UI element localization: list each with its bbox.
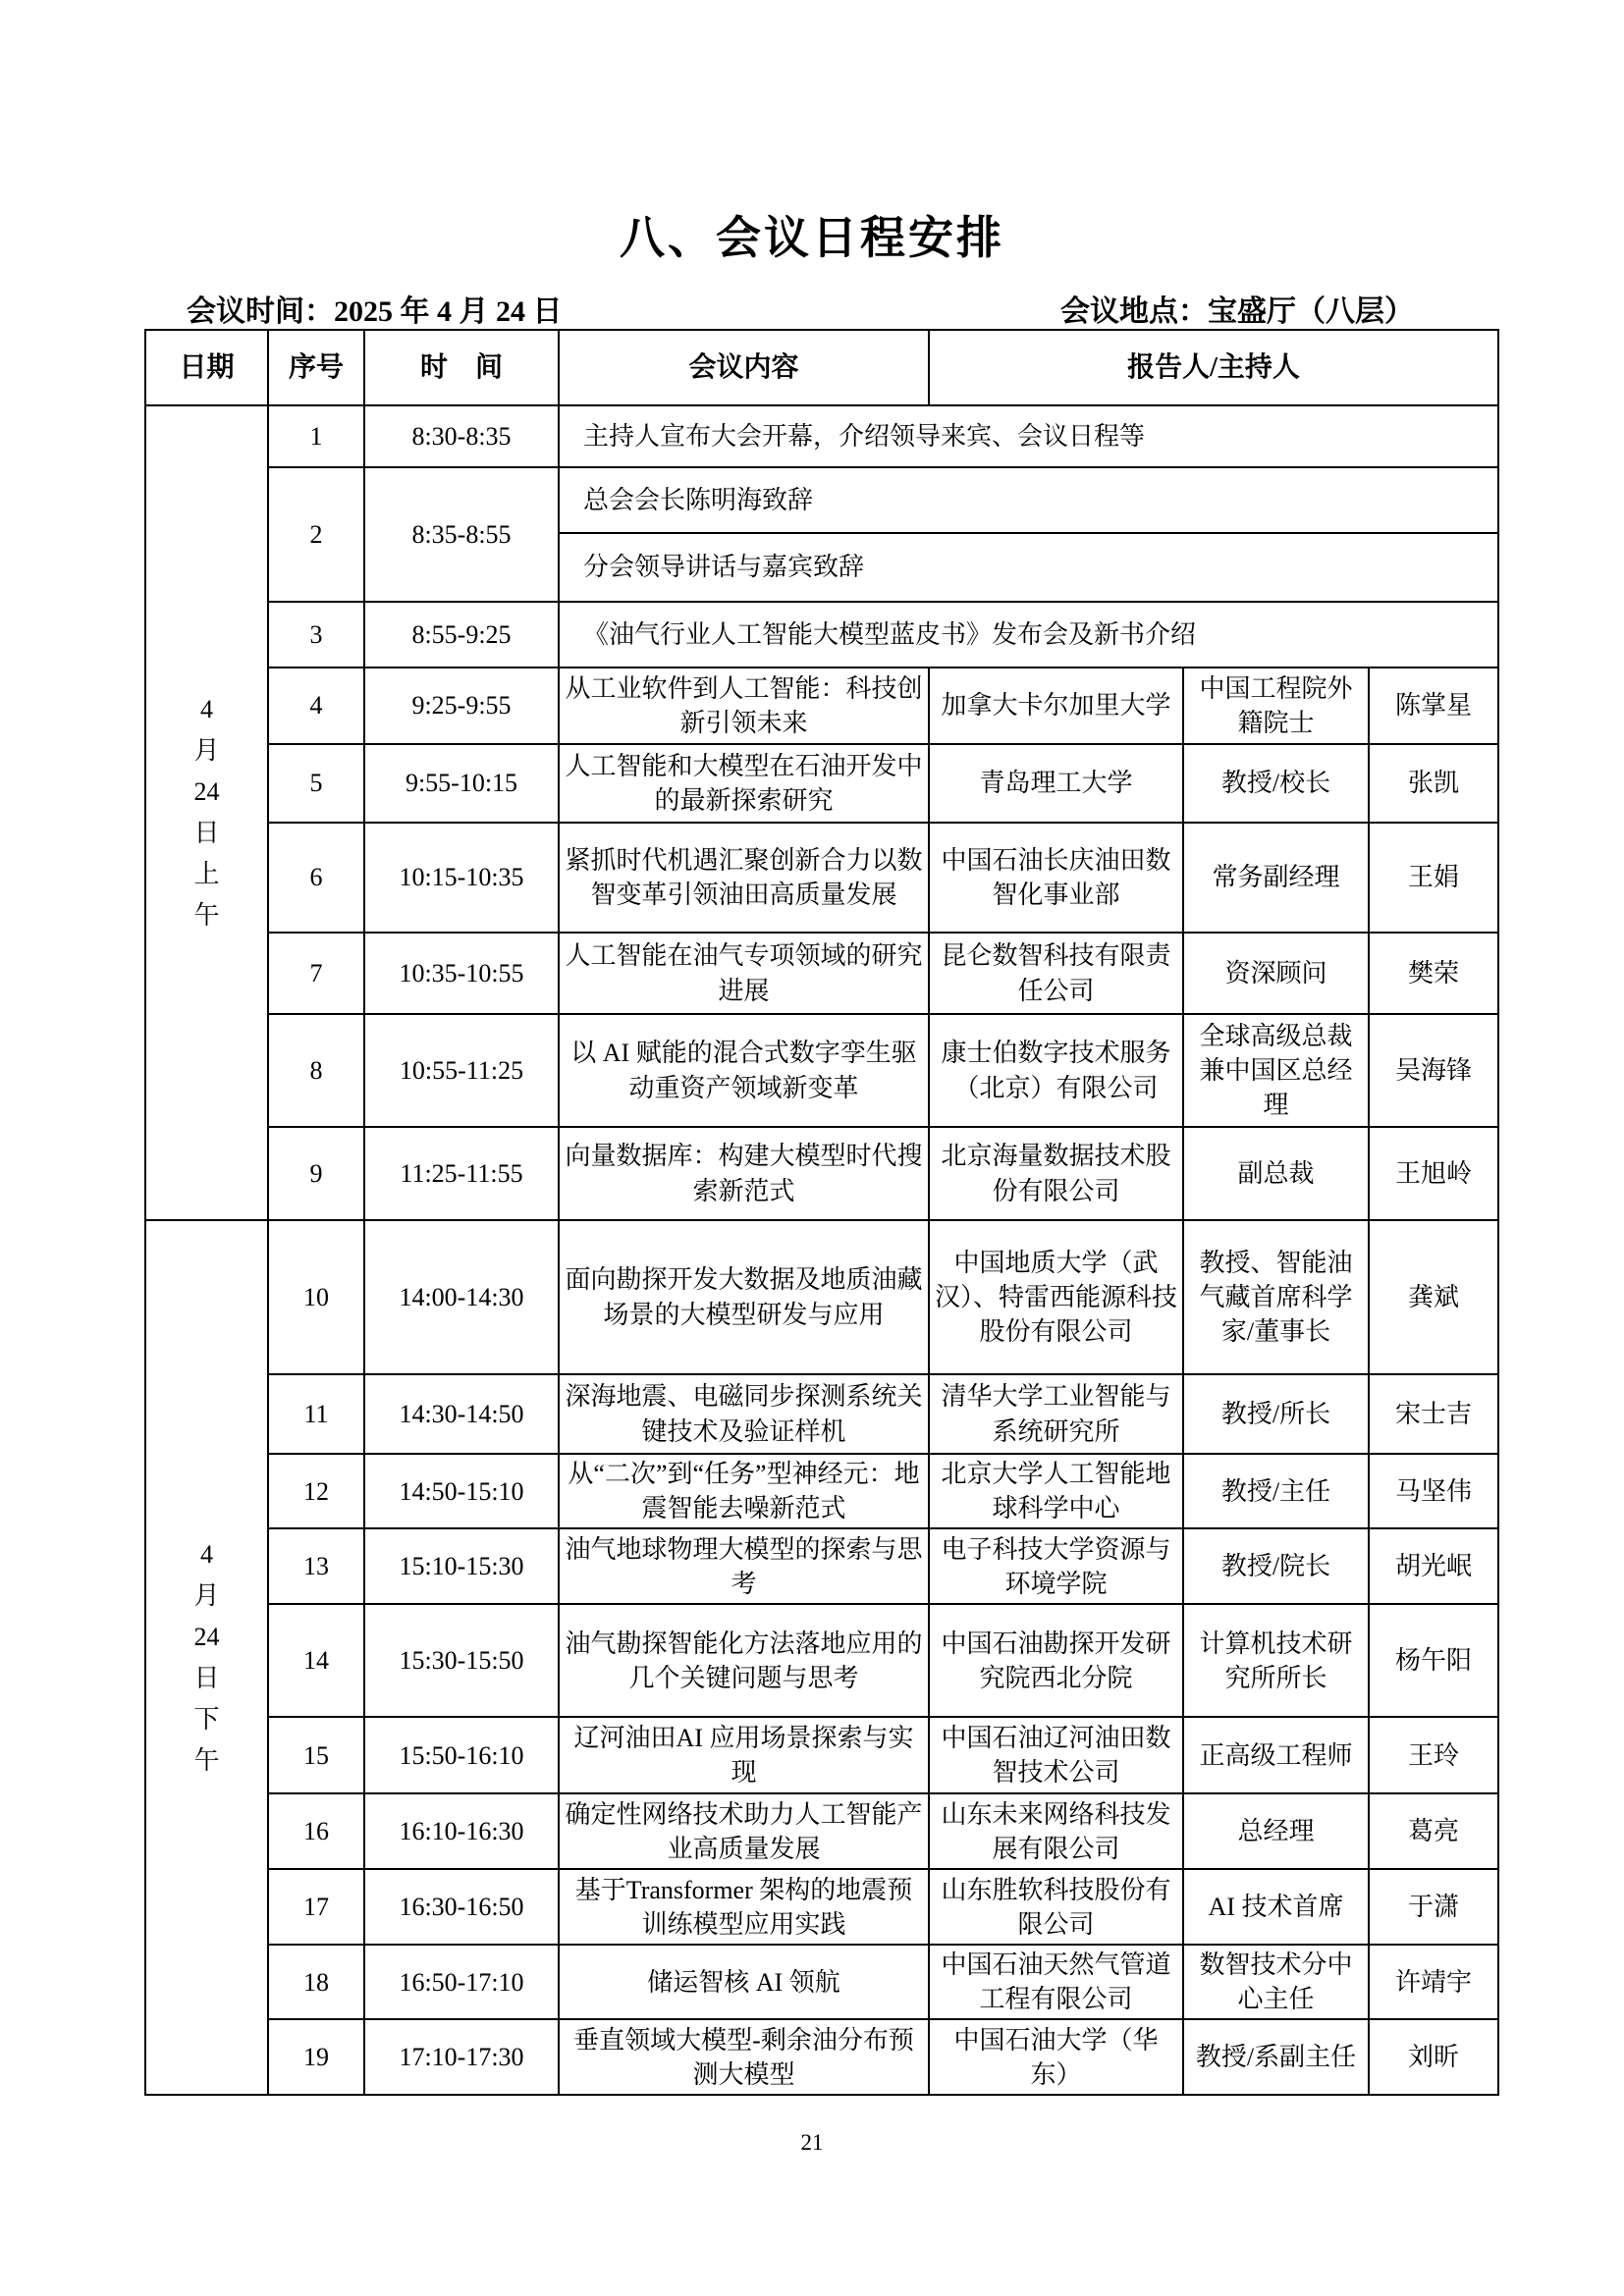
row-org: 加拿大卡尔加里大学: [929, 667, 1183, 744]
schedule-row: [145, 467, 1498, 533]
row-org: 山东胜软科技股份有限公司: [929, 1869, 1183, 1945]
schedule-row: [145, 1528, 1498, 1604]
row-content: 人工智能在油气专项领域的研究进展: [559, 933, 929, 1014]
row-org: 昆仑数智科技有限责任公司: [929, 933, 1183, 1014]
row-no: 19: [268, 2019, 364, 2095]
row-name: 樊荣: [1369, 933, 1498, 1014]
date-char: 4: [200, 695, 213, 723]
row-no: 13: [268, 1528, 364, 1604]
date-char: 日: [193, 1663, 220, 1692]
row-content: 主持人宣布大会开幕，介绍领导来宾、会议日程等: [559, 405, 1498, 467]
row-org: 中国石油勘探开发研究院西北分院: [929, 1604, 1183, 1717]
date-cell: [145, 1220, 268, 2095]
schedule-row: [145, 1604, 1498, 1717]
row-title: 总经理: [1183, 1793, 1369, 1869]
page-number: 21: [800, 2130, 824, 2155]
schedule-row: [145, 1014, 1498, 1127]
row-time: 11:25-11:55: [364, 1127, 559, 1220]
schedule-row: [145, 744, 1498, 823]
row-no: 9: [268, 1127, 364, 1220]
meeting-location: 会议地点：宝盛厅（八层）: [1060, 295, 1414, 328]
row-title: 常务副经理: [1183, 823, 1369, 933]
row-title: 教授/院长: [1183, 1528, 1369, 1604]
date-char: 上: [193, 860, 220, 888]
row-content: 油气勘探智能化方法落地应用的几个关键问题与思考: [559, 1604, 929, 1717]
row-name: 王旭岭: [1369, 1127, 1498, 1220]
row-title: 教授/系副主任: [1183, 2019, 1369, 2095]
row-time: 8:35-8:55: [364, 467, 559, 602]
schedule-body: [145, 405, 1498, 2095]
row-name: 吴海锋: [1369, 1014, 1498, 1127]
schedule-row: [145, 1793, 1498, 1869]
row-content: 《油气行业人工智能大模型蓝皮书》发布会及新书介绍: [559, 602, 1498, 667]
row-time: 16:30-16:50: [364, 1869, 559, 1945]
row-time: 14:30-14:50: [364, 1374, 559, 1454]
row-content: 深海地震、电磁同步探测系统关键技术及验证样机: [559, 1374, 929, 1454]
row-no: 18: [268, 1945, 364, 2019]
row-content: 油气地球物理大模型的探索与思考: [559, 1528, 929, 1604]
row-org: 北京大学人工智能地球科学中心: [929, 1454, 1183, 1528]
row-no: 15: [268, 1717, 364, 1793]
row-time: 14:00-14:30: [364, 1220, 559, 1374]
row-no: 16: [268, 1793, 364, 1869]
schedule-row: [145, 1127, 1498, 1220]
header-content: 会议内容: [559, 330, 929, 405]
row-time: 15:50-16:10: [364, 1717, 559, 1793]
row-name: 刘昕: [1369, 2019, 1498, 2095]
row-no: 6: [268, 823, 364, 933]
row-name: 于潇: [1369, 1869, 1498, 1945]
row-no: 10: [268, 1220, 364, 1374]
meeting-time: 会议时间：2025 年 4 月 24 日: [187, 295, 563, 328]
row-name: 龚斌: [1369, 1220, 1498, 1374]
row-org: 康士伯数字技术服务（北京）有限公司: [929, 1014, 1183, 1127]
row-content: 紧抓时代机遇汇聚创新合力以数智变革引领油田高质量发展: [559, 823, 929, 933]
page-title: 八、会议日程安排: [620, 213, 1004, 263]
row-org: 中国地质大学（武汉）、特雷西能源科技股份有限公司: [929, 1220, 1183, 1374]
row-name: 胡光岷: [1369, 1528, 1498, 1604]
row-no: 17: [268, 1869, 364, 1945]
row-title: 教授、智能油气藏首席科学家/董事长: [1183, 1220, 1369, 1374]
schedule-row: [145, 933, 1498, 1014]
row-title: 中国工程院外籍院士: [1183, 667, 1369, 744]
row-content: 以 AI 赋能的混合式数字孪生驱动重资产领域新变革: [559, 1014, 929, 1127]
row-org: 清华大学工业智能与系统研究所: [929, 1374, 1183, 1454]
row-org: 中国石油辽河油田数智技术公司: [929, 1717, 1183, 1793]
schedule-row: [145, 1374, 1498, 1454]
header-no: 序号: [268, 330, 364, 405]
row-title: 全球高级总裁兼中国区总经理: [1183, 1014, 1369, 1127]
row-name: 杨午阳: [1369, 1604, 1498, 1717]
row-time: 10:15-10:35: [364, 823, 559, 933]
row-org: 山东未来网络科技发展有限公司: [929, 1793, 1183, 1869]
row-title: AI 技术首席: [1183, 1869, 1369, 1945]
schedule-row: [145, 1717, 1498, 1793]
row-org: 电子科技大学资源与环境学院: [929, 1528, 1183, 1604]
row-time: 9:25-9:55: [364, 667, 559, 744]
row-name: 宋士吉: [1369, 1374, 1498, 1454]
row-content: 从工业软件到人工智能：科技创新引领未来: [559, 667, 929, 744]
row-no: 12: [268, 1454, 364, 1528]
row-content: 人工智能和大模型在石油开发中的最新探索研究: [559, 744, 929, 823]
row-content: 面向勘探开发大数据及地质油藏场景的大模型研发与应用: [559, 1220, 929, 1374]
header-speaker: 报告人/主持人: [929, 330, 1498, 405]
row-title: 教授/主任: [1183, 1454, 1369, 1528]
date-char: 下: [193, 1704, 220, 1734]
schedule-row: [145, 1454, 1498, 1528]
row-title: 数智技术分中心主任: [1183, 1945, 1369, 2019]
row-no: 4: [268, 667, 364, 744]
row-time: 16:50-17:10: [364, 1945, 559, 2019]
row-content: 分会领导讲话与嘉宾致辞: [559, 533, 1498, 602]
row-name: 许靖宇: [1369, 1945, 1498, 2019]
row-name: 张凯: [1369, 744, 1498, 823]
header-time: 时 间: [364, 330, 559, 405]
row-name: 马坚伟: [1369, 1454, 1498, 1528]
schedule-row: [145, 2019, 1498, 2095]
row-title: 教授/所长: [1183, 1374, 1369, 1454]
row-title: 资深顾问: [1183, 933, 1369, 1014]
row-no: 3: [268, 602, 364, 667]
row-content: 辽河油田AI 应用场景探索与实现: [559, 1717, 929, 1793]
row-name: 葛亮: [1369, 1793, 1498, 1869]
date-cell: [145, 405, 268, 1220]
row-time: 16:10-16:30: [364, 1793, 559, 1869]
row-time: 17:10-17:30: [364, 2019, 559, 2095]
row-name: 陈掌星: [1369, 667, 1498, 744]
row-no: 7: [268, 933, 364, 1014]
schedule-row: [145, 405, 1498, 467]
header-date: 日期: [145, 330, 268, 405]
schedule-row: [145, 1945, 1498, 2019]
date-char: 日: [193, 819, 220, 847]
row-name: 王娟: [1369, 823, 1498, 933]
schedule-row: [145, 602, 1498, 667]
date-char: 月: [193, 736, 220, 765]
row-title: 正高级工程师: [1183, 1717, 1369, 1793]
row-title: 计算机技术研究所所长: [1183, 1604, 1369, 1717]
date-char: 4: [200, 1539, 213, 1569]
row-title: 教授/校长: [1183, 744, 1369, 823]
date-char: 月: [193, 1580, 220, 1610]
row-org: 北京海量数据技术股份有限公司: [929, 1127, 1183, 1220]
row-time: 15:30-15:50: [364, 1604, 559, 1717]
row-no: 11: [268, 1374, 364, 1454]
row-content: 基于Transformer 架构的地震预训练模型应用实践: [559, 1869, 929, 1945]
row-time: 8:55-9:25: [364, 602, 559, 667]
row-content: 总会会长陈明海致辞: [559, 467, 1498, 533]
row-content: 从“二次”到“任务”型神经元：地震智能去噪新范式: [559, 1454, 929, 1528]
row-no: 5: [268, 744, 364, 823]
row-time: 9:55-10:15: [364, 744, 559, 823]
date-char: 24: [193, 1622, 220, 1651]
row-content: 储运智核 AI 领航: [559, 1945, 929, 2019]
row-time: 15:10-15:30: [364, 1528, 559, 1604]
date-char: 24: [193, 777, 220, 806]
schedule-row: [145, 823, 1498, 933]
schedule-row: [145, 1220, 1498, 1374]
row-title: 副总裁: [1183, 1127, 1369, 1220]
row-content: 确定性网络技术助力人工智能产业高质量发展: [559, 1793, 929, 1869]
row-name: 王玲: [1369, 1717, 1498, 1793]
row-content: 向量数据库：构建大模型时代搜索新范式: [559, 1127, 929, 1220]
row-content: 垂直领域大模型-剩余油分布预测大模型: [559, 2019, 929, 2095]
row-no: 14: [268, 1604, 364, 1717]
row-time: 8:30-8:35: [364, 405, 559, 467]
schedule-table: [144, 329, 1499, 2096]
row-no: 1: [268, 405, 364, 467]
date-char: 午: [193, 901, 220, 930]
row-org: 中国石油天然气管道工程有限公司: [929, 1945, 1183, 2019]
row-org: 中国石油大学（华东）: [929, 2019, 1183, 2095]
table-header-row: [145, 330, 1498, 405]
row-org: 中国石油长庆油田数智化事业部: [929, 823, 1183, 933]
row-time: 10:55-11:25: [364, 1014, 559, 1127]
row-time: 10:35-10:55: [364, 933, 559, 1014]
row-org: 青岛理工大学: [929, 744, 1183, 823]
schedule-row: [145, 667, 1498, 744]
row-no: 2: [268, 467, 364, 602]
row-no: 8: [268, 1014, 364, 1127]
meeting-meta: [187, 287, 1414, 330]
date-char: 午: [193, 1745, 220, 1775]
schedule-row: [145, 1869, 1498, 1945]
row-time: 14:50-15:10: [364, 1454, 559, 1528]
